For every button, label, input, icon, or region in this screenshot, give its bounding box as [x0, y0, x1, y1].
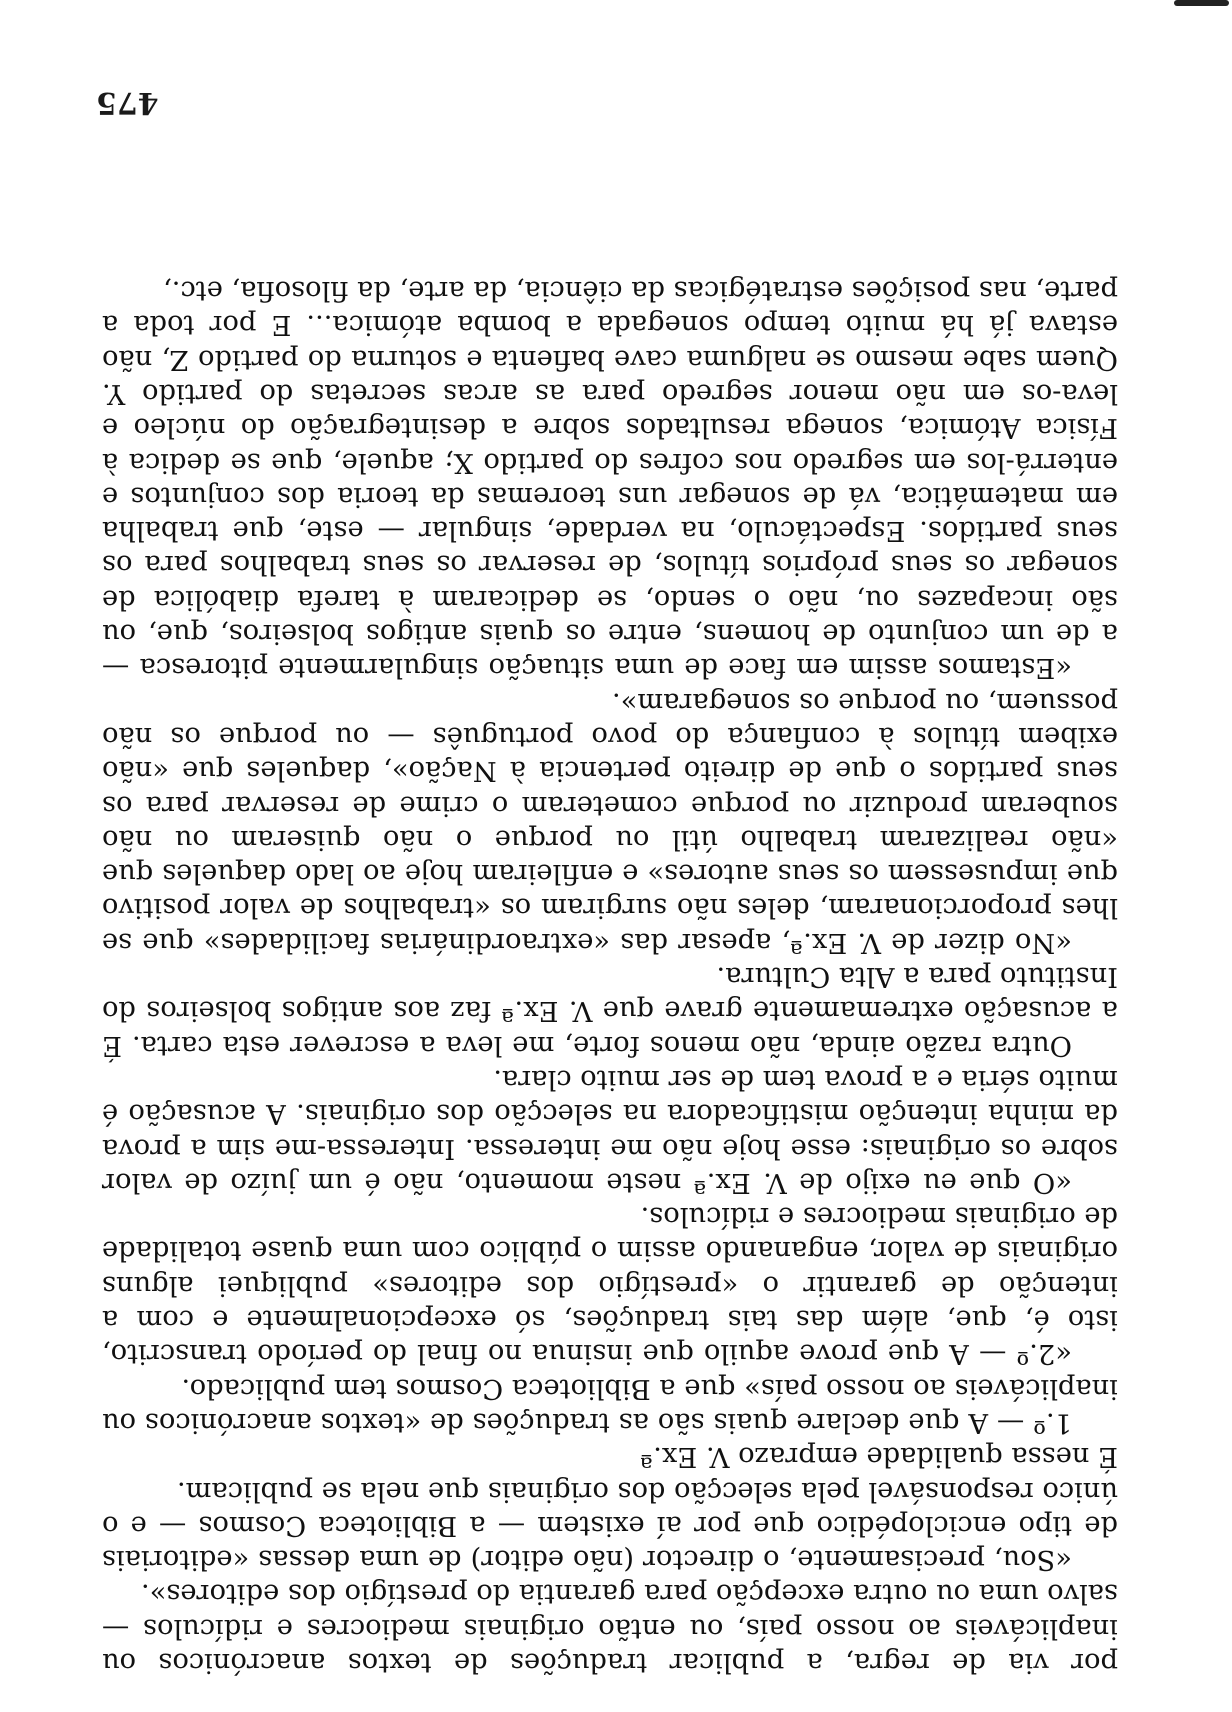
scan-edge-mark [1174, 0, 1229, 6]
paragraph: «2.º — A que prove aquilo que insinua no final do período transcrito, isto é, que, além das tais traduções, só excepcionalmente e com a intenção de garantir o «prestígio dos editores» publiquei alguns originais de valor, enganando assim o público com uma quase totalidade de originais mediocres e ridículos. [102, 1201, 1118, 1370]
paragraph: 1.º — A que declare quais são as traduções de «textos anacrónicos ou inaplicáveis ao nosso país» que a Biblioteca Cosmos tem publicado. [102, 1372, 1118, 1438]
paragraph: «Sou, precisamente, o director (não editor) de uma dessas «editoriais de tipo enciclopédico que por aí existem — a Biblioteca Cosmos — e o único responsável pela selecção dos originais que nela se publicam. [102, 1475, 1118, 1576]
paragraph: «O que eu exijo de V. Ex.ª neste momento, não é um juízo de valor sobre os originais: esse hoje não me interessa. Interessa-me sim a prova da minha intenção mistificadora na selecção dos originais. A acusação é muito séria e a prova tem de ser muito clara. [102, 1063, 1118, 1198]
paragraph: «Estamos assim em face de uma situação singularmente pitoresca — a de um conjunto de homens, entre os quais antigos bolseiros, que, ou são incapazes ou, não o sendo, se dedicaram à tarefa diabólica de sonegar os seus próprios títulos, de reservar os seus trabalhos para os seus partidos. Espectáculo, na verdade, singular — este, que trabalha em matemática, vá de sonegar uns teoremas da teoria dos conjuntos e enterrá-los em segredo nos cofres do partido X; aquele, que se dedica à Física Atómica, sonega resultados sobre a desintegração do núcleo e leva-os em não menor segredo para as arcas secretas do partido Y. Quem sabe mesmo se nalguma cave bafienta e soturna do partido Z, não estava já há muito tempo sonegada a bomba atómica... E por toda a parte, nas posições estratégicas da ciência, da arte, da filosofia, etc., [102, 275, 1118, 684]
paragraph: por via de regra, a publicar traduções de textos anacrónicos ou inaplicáveis ao nosso país, ou então originais mediocres e ridículos — salvo uma ou outra excepção para garantia do prestígio dos editores». [102, 1578, 1118, 1678]
paragraph: É nessa qualidade emprazo V. Ex.ª [640, 1441, 1118, 1473]
paragraph: Outra razão ainda, não menos forte, me leva a escrever esta carta. É a acusação extremamente grave que V. Ex.ª faz aos antigos bolseiros do Instituto para a Alta Cultura. [102, 961, 1118, 1061]
paragraph: «No dizer de V. Ex.ª, apesar das «extraordinárias facilidades» que se lhes proporcionaram, deles não surgiram os «trabalhos de valor positivo que impusessem os seus autores» e enfileiram hoje ao lado daqueles que «não realizaram trabalho útil ou porque o não quiseram ou não souberam produzir ou porque cometeram o crime de reservar para os seus partidos o que de direito pertencia à Nação», daqueles que «não exibem títulos à confiança do povo português — ou porque os não possuem, ou porque os sonegaram». [102, 686, 1118, 958]
page-body-text [102, 273, 1118, 1679]
page-number: 475 [96, 85, 159, 120]
